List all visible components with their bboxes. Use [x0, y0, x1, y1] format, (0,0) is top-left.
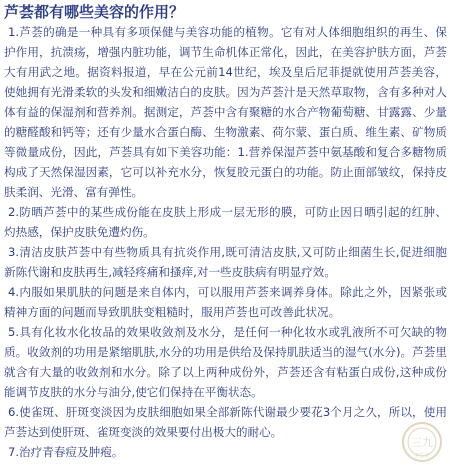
watermark-glyph: 三九: [411, 436, 433, 449]
seal-stamp-icon: [400, 420, 444, 464]
paragraph-7: 7.治疗青春痘及肿疱。: [8, 445, 124, 459]
article: [4, 2, 447, 462]
paragraph-6: 6.使雀斑、肝斑变淡因为皮肤细胞如果全部新陈代谢最少要花3个月之久，所以，使用芦荟达到使肝斑、雀斑变淡的效果要付出极大的耐心。: [4, 405, 447, 439]
paragraph-1: 1.芦荟的确是一种具有多项保健与美容功能的植物。它有对人体细胞组织的再生、保护作用，抗溃疡，增强内脏功能，调节生命机体正常化，因此，在美容护肤方面，芦荟大有用武之地。据资料报道，早在公元前14世纪，埃及皇后尼菲提就使用芦荟美容，使她拥有光滑柔软的头发和细嫩洁白的皮肤。因为芦荟汁是天然草取物，含有多种对人体有益的保湿剂和营养剂。据测定，芦荟中含有聚糖的水合产物葡萄糖、甘露露、少量的糖醛酸和钙等；还有少量水合蛋白酶、生物激素、荷尔蒙、蛋白质、维生素、矿物质等微量成份，因此，芦荟具有如下美容功能：1.营养保湿芦荟中氨基酸和复合多糖物质构成了天然保湿因素，它可以补充水分，恢复胶元蛋白的功能。防止面部皱纹，保持皮肤柔润、光滑、富有弹性。: [4, 25, 447, 199]
article-title: 芦荟都有哪些美容的作用？: [4, 3, 185, 21]
paragraph-3: 3.清洁皮肤芦荟中有些物质具有抗炎作用,既可清洁皮肤,又可防止细菌生长,促进细胞新陈代谢和皮肤再生,减轻疼痛和搔痒,对一些皮肤病有明显疗效。: [4, 245, 447, 279]
paragraph-5: 5.具有化妆水化妆品的效果收敛剂及水分，是任何一种化妆水或乳液所不可欠缺的物质。收敛剂的功用是紧缩肌肤,水分的功用是供给及保持肌肤适当的湿气(水分)。芦荟里就含有大量的收敛剂和水分。除了以上两种成份外，芦荟还含有粘蛋白成份,这种成份能调节皮肤的水分与油分,使它们保持在平衡状态。: [4, 325, 447, 399]
paragraph-2: 2.防晒芦荟中的某些成份能在皮肤上形成一层无形的膜，可防止因日晒引起的红肿、灼热感，保护皮肤免遭灼伤。: [4, 205, 447, 239]
paragraph-4: 4.内服如果肌肤的问题是来自体内，可以服用芦荟来调养身体。除此之外，因紧张或精神方面的问题而导致肌肤变粗糙时，服用芦荟也可改善此状况。: [4, 285, 447, 319]
watermark-sub: 养生堂: [414, 453, 430, 459]
